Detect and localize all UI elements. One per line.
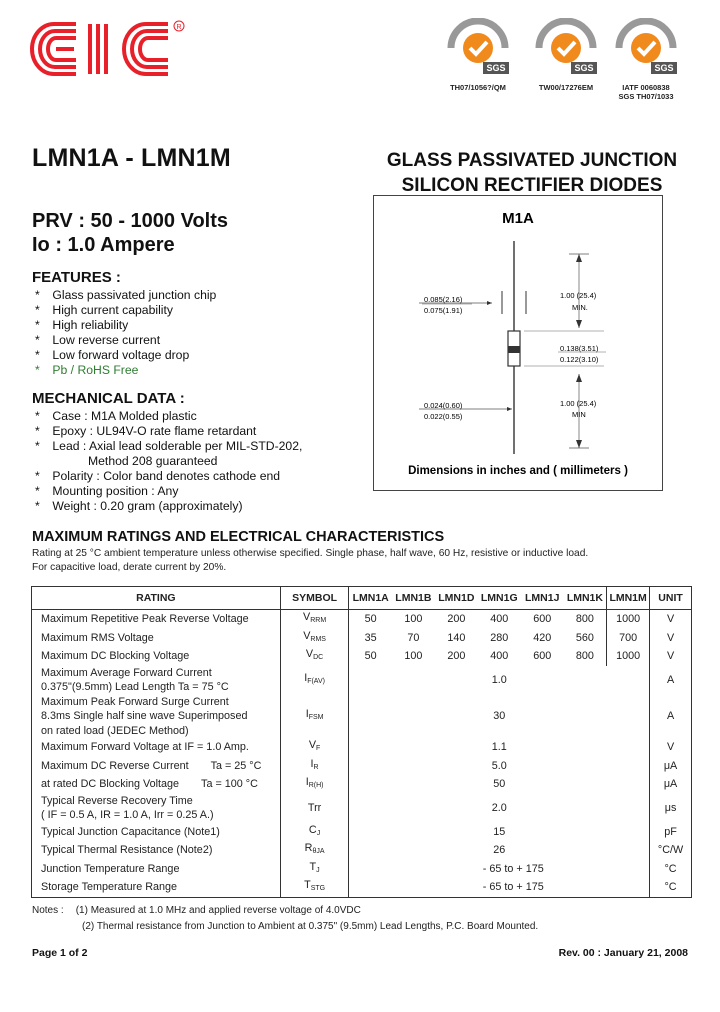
col-header: SYMBOL	[280, 587, 349, 610]
table-row: Maximum RMS Voltage $V_{RMS}$ 35 70 140 280 420 560 700 V	[32, 629, 692, 648]
io-rating: Io : 1.0 Ampere	[32, 234, 175, 256]
page-number: Page 1 of 2	[32, 947, 88, 959]
title-line-1: GLASS PASSIVATED JUNCTION	[386, 150, 678, 171]
col-header: LMN1K	[564, 587, 607, 610]
note-1: (1) Measured at 1.0 MHz and applied reverse voltage of 4.0VDC	[75, 905, 361, 916]
list-item: * Pb / RoHS Free	[35, 363, 139, 377]
notes	[32, 903, 538, 935]
list-item: * Case : M1A Molded plastic	[35, 409, 197, 423]
list-item: * Glass passivated junction chip	[35, 288, 217, 302]
eic-logo	[28, 18, 188, 80]
list-item: * Polarity : Color band denotes cathode end	[35, 469, 281, 483]
list-item: * Weight : 0.20 gram (approximately)	[35, 499, 243, 513]
svg-text:SGS: SGS	[486, 63, 506, 73]
col-header: LMN1D	[435, 587, 478, 610]
list-item: * Lead : Axial lead solderable per MIL-STD-202,	[35, 439, 303, 453]
sgs-badge-icon	[535, 18, 597, 76]
table-row: Maximum DC Blocking Voltage $V_{DC}$ 50 100 200 400 600 800 1000 V	[32, 647, 692, 666]
svg-text:SGS: SGS	[574, 63, 594, 73]
table-row: Maximum Forward Voltage at IF = 1.0 Amp. $V_F$ 1.1 V	[32, 738, 692, 757]
svg-text:Dimensions in inches and ( mil: Dimensions in inches and ( millimeters )	[408, 465, 628, 477]
ratings-derate: For capacitive load, derate current by 20%.	[32, 562, 227, 573]
features-heading: FEATURES :	[32, 269, 121, 286]
svg-text:0.138(3.51): 0.138(3.51)	[560, 344, 599, 353]
sgs-badge-icon	[447, 18, 509, 76]
list-item: * Low forward voltage drop	[35, 348, 190, 362]
cert-badge-1	[438, 18, 518, 92]
cert-code: TH07/1056?/QM	[450, 83, 506, 92]
svg-text:SGS: SGS	[654, 63, 674, 73]
col-header: LMN1G	[478, 587, 521, 610]
col-header: LMN1B	[392, 587, 435, 610]
diode-outline-drawing	[374, 196, 662, 490]
table-row: Typical Reverse Recovery Time ( IF = 0.5 A, IR = 1.0 A, Irr = 0.25 A.) Trr 2.0 μs	[32, 794, 692, 823]
table-row: Maximum Peak Forward Surge Current 8.3ms Single half sine wave Superimposed on rated load (JEDEC Method) $I_{FSM}$ 30 A	[32, 695, 692, 739]
product-title	[362, 148, 702, 198]
features-list	[32, 288, 216, 378]
table-row: at rated DC Blocking Voltage Ta = 100 °C $I_{R(H)}$ 50 μA	[32, 775, 692, 794]
list-item: * High current capability	[35, 303, 173, 317]
svg-text:1.00 (25.4): 1.00 (25.4)	[560, 399, 597, 408]
cert-code: TW00/17276EM	[538, 83, 594, 92]
notes-label: Notes :	[32, 905, 64, 916]
list-item: * Epoxy : UL94V-O rate flame retardant	[35, 424, 257, 438]
svg-text:MIN: MIN	[572, 410, 586, 419]
svg-text:0.122(3.10): 0.122(3.10)	[560, 355, 599, 364]
prv-rating: PRV : 50 - 1000 Volts	[32, 210, 229, 232]
svg-text:0.022(0.55): 0.022(0.55)	[424, 412, 463, 421]
svg-text:1.00 (25.4): 1.00 (25.4)	[560, 291, 597, 300]
table-row: Junction Temperature Range $T_J$ - 65 to + 175 °C	[32, 860, 692, 879]
list-item: * Mounting position : Any	[35, 484, 179, 498]
title-line-2: SILICON RECTIFIER DIODES	[401, 175, 663, 196]
cert-badge-2	[526, 18, 606, 92]
col-header: UNIT	[650, 587, 692, 610]
mechanical-heading: MECHANICAL DATA :	[32, 390, 185, 407]
table-row: Typical Thermal Resistance (Note2) $R_{\theta JA}$ 26 °C/W	[32, 841, 692, 860]
note-2: (2) Thermal resistance from Junction to Ambient at 0.375" (9.5mm) Lead Lengths, P.C. Board Mounted.	[82, 921, 539, 932]
svg-text:MIN.: MIN.	[572, 303, 588, 312]
ratings-heading: MAXIMUM RATINGS AND ELECTRICAL CHARACTERISTICS	[32, 529, 445, 545]
svg-text:0.085(2.16): 0.085(2.16)	[424, 295, 463, 304]
part-number: LMN1A - LMN1M	[32, 144, 231, 172]
table-row: Typical Junction Capacitance (Note1) $C_J$ 15 pF	[32, 823, 692, 842]
list-item: * Low reverse current	[35, 333, 161, 347]
svg-text:0.024(0.60): 0.024(0.60)	[424, 401, 463, 410]
package-diagram	[373, 195, 663, 491]
table-header-row	[32, 587, 692, 610]
table-row: Storage Temperature Range $T_{STG}$ - 65 to + 175 °C	[32, 878, 692, 897]
list-item: Method 208 guaranteed	[88, 454, 218, 468]
svg-text:M1A: M1A	[502, 210, 534, 227]
table-row: Maximum DC Reverse Current Ta = 25 °C $I_R$ 5.0 μA	[32, 757, 692, 776]
col-header: RATING	[32, 587, 281, 610]
cert-code: IATF 0060838 SGS TH07/1033	[618, 83, 674, 101]
col-header: LMN1M	[607, 587, 650, 610]
table-row: Maximum Repetitive Peak Reverse Voltage $V_{RRM}$ 50 100 200 400 600 800 1000 V	[32, 610, 692, 629]
table-row: Maximum Average Forward Current 0.375"(9.5mm) Lead Length Ta = 75 °C $I_{F(AV)}$ 1.0 A	[32, 666, 692, 695]
svg-text:R: R	[176, 24, 182, 31]
col-header: LMN1A	[349, 587, 392, 610]
revision-date: Rev. 00 : January 21, 2008	[558, 947, 688, 959]
mechanical-list	[32, 409, 302, 514]
svg-text:0.075(1.91): 0.075(1.91)	[424, 306, 463, 315]
ratings-condition: Rating at 25 °C ambient temperature unless otherwise specified. Single phase, half wave, 60 Hz, resistive or inductive load.	[32, 548, 589, 559]
ratings-table	[31, 586, 692, 898]
sgs-badge-icon	[615, 18, 677, 76]
list-item: * High reliability	[35, 318, 129, 332]
cert-badge-3	[606, 18, 686, 101]
col-header: LMN1J	[521, 587, 564, 610]
